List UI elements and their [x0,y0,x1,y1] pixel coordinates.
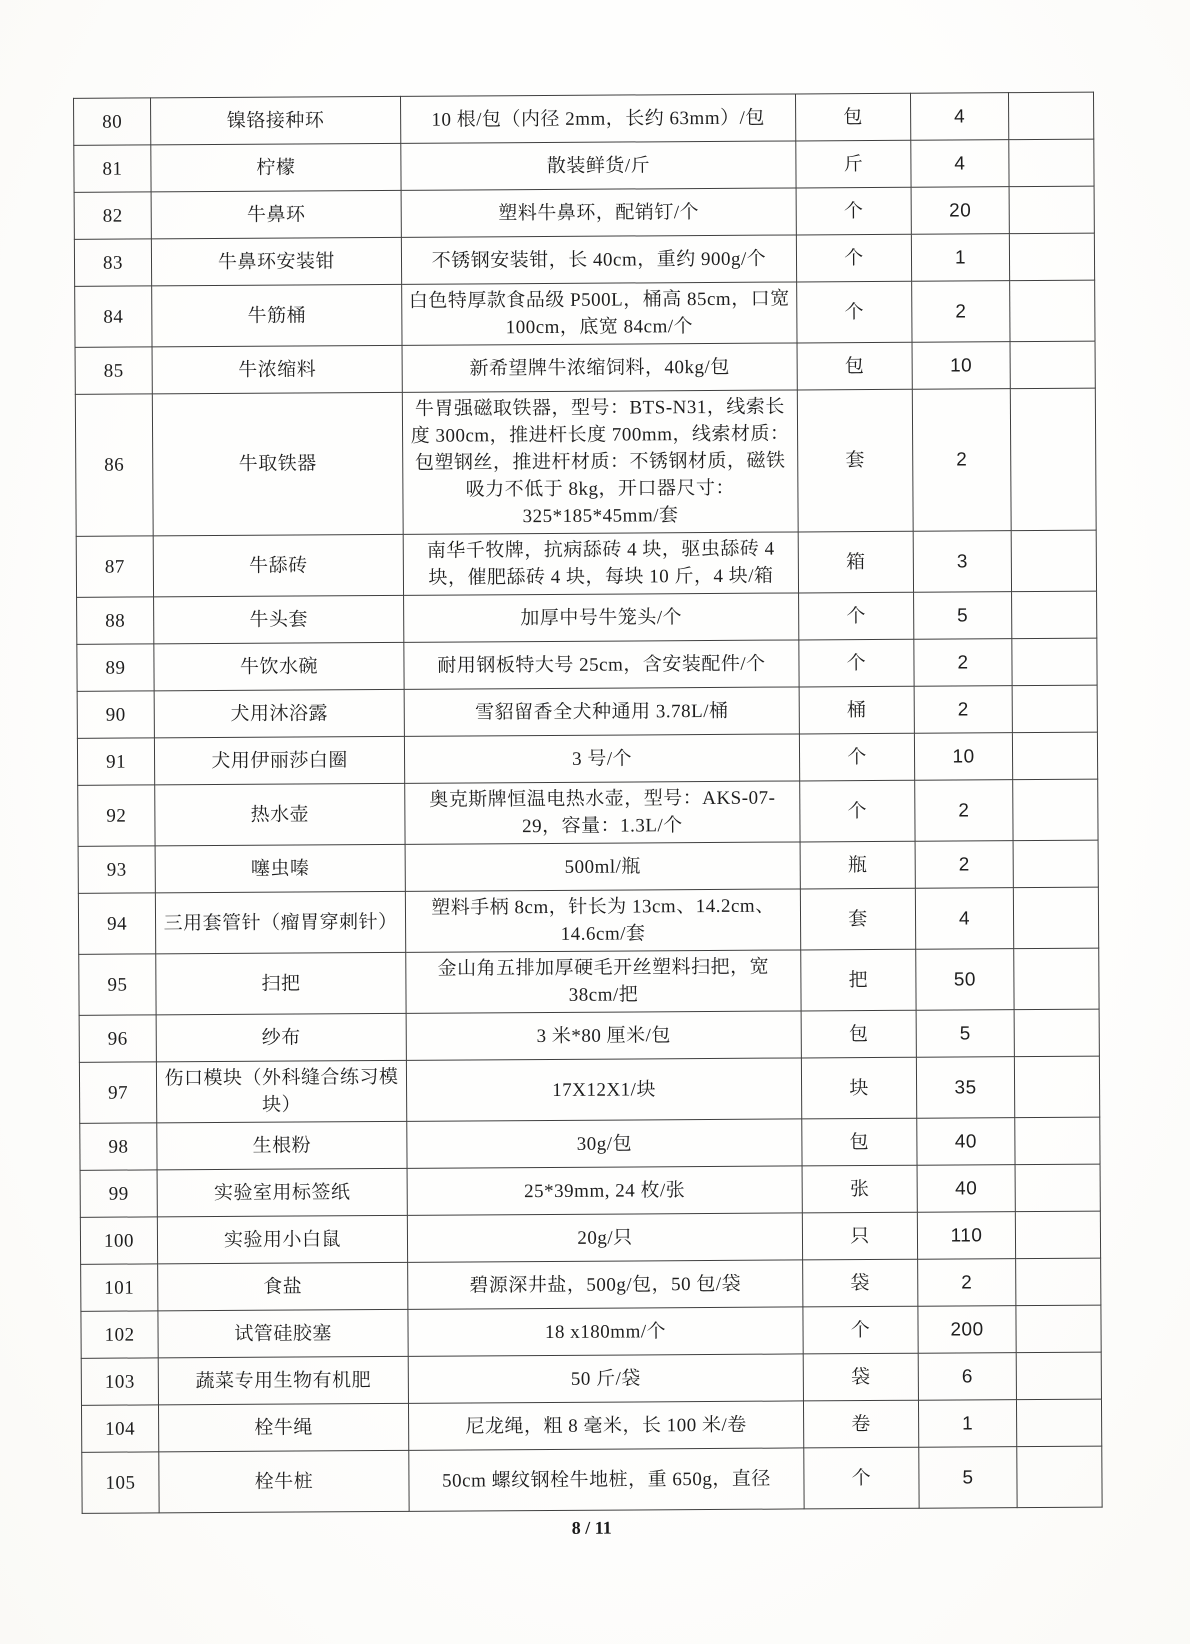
table-row [78,887,1098,954]
empty-cell [1012,732,1097,780]
unit-cell: 个 [799,733,914,781]
unit-cell: 桶 [799,686,914,734]
table-row [81,1258,1101,1311]
row-number-cell: 88 [77,597,154,644]
table-row [74,233,1094,286]
table-row [76,530,1096,597]
table-row [81,1399,1101,1452]
item-name-cell: 扫把 [156,952,406,1015]
row-number-cell: 98 [80,1123,157,1170]
empty-cell [1010,341,1095,389]
item-name-cell: 牛饮水碗 [154,642,404,691]
unit-cell: 把 [801,949,916,1011]
table-row [79,948,1099,1015]
row-number-cell: 94 [78,893,155,954]
row-number-cell: 86 [75,394,153,536]
items-table-body [74,92,1103,1513]
row-number-cell: 103 [81,1358,158,1405]
item-spec-cell: 雪貂留香全犬种通用 3.78L/桶 [404,687,799,736]
quantity-cell: 3 [913,531,1011,593]
quantity-cell: 20 [911,187,1009,235]
row-number-cell: 80 [74,98,151,145]
empty-cell [1009,186,1094,234]
unit-cell: 个 [797,281,912,343]
table-row [77,591,1097,644]
item-spec-cell: 不锈钢安装钳，长 40cm，重约 900g/个 [401,235,796,284]
empty-cell [1014,1009,1099,1057]
item-name-cell: 栓牛绳 [158,1403,408,1452]
empty-cell [1015,1164,1100,1212]
row-number-cell: 97 [79,1062,156,1123]
item-spec-cell: 500ml/瓶 [405,842,800,891]
row-number-cell: 83 [74,239,151,286]
item-name-cell: 牛筋桶 [152,284,402,347]
item-name-cell: 实验室用标签纸 [157,1168,407,1217]
empty-cell [1014,1056,1099,1118]
item-spec-cell: 牛胃强磁取铁器，型号：BTS-N31，线索长度 300cm，推进杆长度 700mm，线索材质：包塑钢丝，推进杆材质：不锈钢材质，磁铁吸力不低于 8kg，开口器尺寸：325*185*45mm/套 [402,390,798,534]
row-number-cell: 81 [74,145,151,192]
unit-cell: 袋 [803,1353,918,1401]
unit-cell: 套 [797,389,913,532]
table-row [77,732,1097,785]
empty-cell [1016,1258,1101,1306]
unit-cell: 套 [800,888,915,950]
quantity-cell: 10 [914,733,1012,781]
item-spec-cell: 塑料手柄 8cm，针长为 13cm、14.2cm、14.6cm/套 [405,889,800,952]
item-name-cell: 食盐 [158,1262,408,1311]
row-number-cell: 93 [78,846,155,893]
row-number-cell: 96 [79,1015,156,1062]
item-name-cell: 热水壶 [155,783,405,846]
item-spec-cell: 新希望牌牛浓缩饲料，40kg/包 [402,343,797,392]
quantity-cell: 5 [914,592,1012,640]
item-spec-cell: 30g/包 [407,1119,802,1168]
empty-cell [1015,1117,1100,1165]
item-spec-cell: 18 x180mm/个 [408,1307,803,1356]
row-number-cell: 82 [74,192,151,239]
item-name-cell: 柠檬 [151,143,401,192]
table-row [80,1211,1100,1264]
item-name-cell: 牛鼻环安装钳 [151,237,401,286]
empty-cell [1009,139,1094,187]
item-spec-cell: 金山角五排加厚硬毛开丝塑料扫把，宽 38cm/把 [406,950,801,1013]
item-spec-cell: 3 号/个 [404,734,799,783]
row-number-cell: 92 [78,785,155,846]
unit-cell: 袋 [803,1259,918,1307]
row-number-cell: 102 [81,1311,158,1358]
unit-cell: 个 [799,592,914,640]
item-name-cell: 蔬菜专用生物有机肥 [158,1356,408,1405]
item-spec-cell: 加厚中号牛笼头/个 [404,593,799,642]
item-spec-cell: 南华千牧牌，抗病舔砖 4 块，驱虫舔砖 4 块，催肥舔砖 4 块，每块 10 斤，4 块/箱 [403,532,798,595]
empty-cell [1017,1446,1102,1508]
empty-cell [1009,233,1094,281]
empty-cell [1010,280,1095,342]
item-name-cell: 牛舔砖 [153,534,403,597]
table-row [82,1446,1102,1513]
row-number-cell: 100 [80,1217,157,1264]
unit-cell: 箱 [798,531,913,593]
item-name-cell: 牛浓缩料 [152,345,402,394]
row-number-cell: 87 [76,536,153,597]
table-row [81,1305,1101,1358]
item-name-cell: 栓牛桩 [159,1450,409,1513]
empty-cell [1012,638,1097,686]
quantity-cell: 4 [910,93,1008,141]
quantity-cell: 110 [917,1212,1015,1260]
page-number: 8 / 11 [571,1517,612,1538]
quantity-cell: 2 [915,780,1013,842]
quantity-cell: 2 [914,686,1012,734]
quantity-cell: 4 [911,140,1009,188]
item-name-cell: 牛取铁器 [152,392,403,536]
item-spec-cell: 17X12X1/块 [406,1058,801,1121]
item-spec-cell: 25*39mm, 24 枚/张 [407,1166,802,1215]
table-row [77,638,1097,691]
quantity-cell: 50 [916,949,1014,1011]
unit-cell: 只 [802,1212,917,1260]
quantity-cell: 4 [915,888,1013,950]
item-spec-cell: 10 根/包（内径 2mm，长约 63mm）/包 [401,94,796,143]
empty-cell [1013,779,1098,841]
quantity-cell: 2 [915,841,1013,889]
empty-cell [1016,1352,1101,1400]
unit-cell: 个 [800,780,915,842]
table-row [79,1056,1099,1123]
item-spec-cell: 20g/只 [407,1213,802,1262]
unit-cell: 斤 [796,140,911,188]
table-row [81,1352,1101,1405]
empty-cell [1016,1305,1101,1353]
table-row [78,779,1098,846]
item-name-cell: 实验用小白鼠 [157,1215,407,1264]
unit-cell: 个 [799,639,914,687]
unit-cell: 张 [802,1165,917,1213]
empty-cell [1012,591,1097,639]
unit-cell: 个 [796,234,911,282]
items-table [73,92,1103,1514]
row-number-cell: 101 [81,1264,158,1311]
quantity-cell: 1 [911,234,1009,282]
item-name-cell: 犬用沐浴露 [154,689,404,738]
table-row [75,280,1095,347]
table-row [80,1117,1100,1170]
item-spec-cell: 白色特厚款食品级 P500L，桶高 85cm，口宽 100cm，底宽 84cm/个 [402,282,797,345]
unit-cell: 包 [802,1118,917,1166]
row-number-cell: 91 [77,738,154,785]
item-name-cell: 噻虫嗪 [155,844,405,893]
table-row [77,685,1097,738]
item-spec-cell: 50 斤/袋 [408,1354,803,1403]
item-spec-cell: 塑料牛鼻环，配销钉/个 [401,188,796,237]
quantity-cell: 6 [918,1353,1016,1401]
quantity-cell: 40 [917,1165,1015,1213]
quantity-cell: 1 [918,1400,1016,1448]
quantity-cell: 2 [914,639,1012,687]
item-spec-cell: 耐用钢板特大号 25cm，含安装配件/个 [404,640,799,689]
item-spec-cell: 奥克斯牌恒温电热水壶，型号：AKS-07-29，容量：1.3L/个 [405,781,800,844]
item-name-cell: 伤口模块（外科缝合练习模块） [156,1060,406,1123]
item-name-cell: 生根粉 [157,1121,407,1170]
table-row [74,92,1094,145]
item-name-cell: 三用套管针（瘤胃穿刺针） [155,891,405,954]
quantity-cell: 5 [916,1010,1014,1058]
quantity-cell: 2 [912,389,1011,532]
quantity-cell: 5 [919,1447,1017,1509]
quantity-cell: 10 [912,342,1010,390]
empty-cell [1015,1211,1100,1259]
empty-cell [1012,685,1097,733]
item-spec-cell: 尼龙绳，粗 8 毫米，长 100 米/卷 [408,1401,803,1450]
unit-cell: 包 [801,1010,916,1058]
table-row [74,186,1094,239]
unit-cell: 块 [801,1057,916,1119]
item-name-cell: 纱布 [156,1013,406,1062]
empty-cell [1011,530,1096,592]
empty-cell [1010,388,1096,531]
row-number-cell: 85 [75,347,152,394]
item-spec-cell: 散装鲜货/斤 [401,141,796,190]
row-number-cell: 90 [77,691,154,738]
unit-cell: 个 [804,1447,919,1509]
unit-cell: 包 [797,342,912,390]
table-row [78,840,1098,893]
item-name-cell: 试管硅胶塞 [158,1309,408,1358]
row-number-cell: 89 [77,644,154,691]
row-number-cell: 105 [82,1452,159,1513]
quantity-cell: 200 [918,1306,1016,1354]
empty-cell [1008,92,1093,140]
item-spec-cell: 50cm 螺纹钢栓牛地桩，重 650g，直径 [409,1448,804,1511]
unit-cell: 个 [796,187,911,235]
table-row [80,1164,1100,1217]
item-name-cell: 牛鼻环 [151,190,401,239]
empty-cell [1013,887,1098,949]
table-row [74,139,1094,192]
item-name-cell: 镍铬接种环 [151,96,401,145]
row-number-cell: 84 [75,286,152,347]
quantity-cell: 35 [916,1057,1014,1119]
table-region [73,92,1104,1542]
quantity-cell: 2 [918,1259,1016,1307]
empty-cell [1014,948,1099,1010]
quantity-cell: 40 [917,1118,1015,1166]
item-name-cell: 犬用伊丽莎白圈 [154,736,404,785]
table-row [79,1009,1099,1062]
empty-cell [1016,1399,1101,1447]
unit-cell: 包 [795,93,910,141]
table-row [75,341,1095,394]
row-number-cell: 95 [79,954,156,1015]
unit-cell: 卷 [803,1400,918,1448]
row-number-cell: 104 [81,1405,158,1452]
item-spec-cell: 碧源深井盐，500g/包，50 包/袋 [408,1260,803,1309]
item-spec-cell: 3 米*80 厘米/包 [406,1011,801,1060]
unit-cell: 瓶 [800,841,915,889]
item-name-cell: 牛头套 [154,595,404,644]
quantity-cell: 2 [912,281,1010,343]
empty-cell [1013,840,1098,888]
row-number-cell: 99 [80,1170,157,1217]
unit-cell: 个 [803,1306,918,1354]
table-row [75,388,1096,536]
